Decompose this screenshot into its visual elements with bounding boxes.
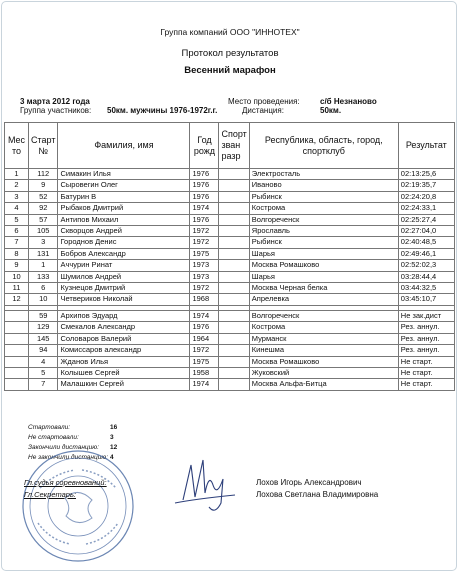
distance-value: 50км. xyxy=(320,106,342,115)
cell-sport-rank xyxy=(219,356,249,367)
table-row xyxy=(5,226,455,237)
cell-athlete-name: Батурин В xyxy=(58,191,190,202)
cell-start-number: 94 xyxy=(29,345,58,356)
judge-signature xyxy=(165,455,250,520)
cell-start-number: 3 xyxy=(29,237,58,248)
table-row xyxy=(5,345,455,356)
cell-place: 10 xyxy=(5,271,29,282)
cell-athlete-name: Рыбаков Дмитрий xyxy=(58,203,190,214)
cell-result: 02:24:20,8 xyxy=(398,191,454,202)
company-name: Группа компаний ООО "ИННОТЕХ" xyxy=(160,27,300,37)
cell-start-number: 105 xyxy=(29,226,58,237)
cell-region-club: Волгореченск xyxy=(249,214,398,225)
table-row xyxy=(5,294,455,305)
cell-athlete-name: Бобров Александр xyxy=(58,248,190,259)
cell-athlete-name: Колышев Сергей xyxy=(58,367,190,378)
cell-region-club: Волгореченск xyxy=(249,310,398,321)
cell-athlete-name: Городнов Денис xyxy=(58,237,190,248)
table-row xyxy=(5,260,455,271)
cell-sport-rank xyxy=(219,191,249,202)
cell-place: 11 xyxy=(5,283,29,294)
col-header-place: Мес то xyxy=(5,123,29,169)
results-body xyxy=(5,169,455,391)
cell-birth-year: 1975 xyxy=(190,248,219,259)
cell-birth-year: 1972 xyxy=(190,283,219,294)
cell-region-club: Ярославль xyxy=(249,226,398,237)
cell-start-number: 145 xyxy=(29,333,58,344)
cell-sport-rank xyxy=(219,248,249,259)
race-name: Весенний марафон xyxy=(184,65,276,76)
document-title: Протокол результатов xyxy=(181,48,279,59)
cell-region-club: Москва Черная белка xyxy=(249,283,398,294)
cell-birth-year: 1976 xyxy=(190,180,219,191)
cell-region-club: Апрелевка xyxy=(249,294,398,305)
cell-start-number: 133 xyxy=(29,271,58,282)
cell-result: 02:49:46,1 xyxy=(398,248,454,259)
chief-secretary-label: Гл.Секретарь: xyxy=(24,490,76,499)
cell-place xyxy=(5,310,29,321)
cell-place: 12 xyxy=(5,294,29,305)
cell-sport-rank xyxy=(219,237,249,248)
table-row xyxy=(5,237,455,248)
cell-birth-year: 1972 xyxy=(190,237,219,248)
cell-start-number: 57 xyxy=(29,214,58,225)
cell-birth-year: 1974 xyxy=(190,203,219,214)
cell-start-number: 59 xyxy=(29,310,58,321)
table-row xyxy=(5,310,455,321)
cell-region-club: Мурманск xyxy=(249,333,398,344)
cell-region-club: Кинешма xyxy=(249,345,398,356)
summary-label: Стартовали: xyxy=(28,424,71,431)
distance-label: Дистанция: xyxy=(242,106,284,115)
cell-athlete-name: Смекалов Александр xyxy=(58,322,190,333)
cell-birth-year: 1972 xyxy=(190,345,219,356)
cell-start-number: 6 xyxy=(29,283,58,294)
group-value: 50км. мужчины 1976-1972г.г. xyxy=(107,106,218,115)
cell-place: 2 xyxy=(5,180,29,191)
cell-birth-year: 1968 xyxy=(190,294,219,305)
cell-region-club: Москва Ромашково xyxy=(249,260,398,271)
cell-place xyxy=(5,345,29,356)
group-label: Группа участников: xyxy=(20,106,92,115)
cell-athlete-name: Жданов Илья xyxy=(58,356,190,367)
cell-result: Рез. аннул. xyxy=(398,345,454,356)
cell-region-club: Иваново xyxy=(249,180,398,191)
table-row xyxy=(5,356,455,367)
cell-start-number: 1 xyxy=(29,260,58,271)
cell-place: 1 xyxy=(5,169,29,180)
cell-birth-year: 1973 xyxy=(190,271,219,282)
chief-judge-name: Лохов Игорь Александрович xyxy=(256,478,362,487)
cell-sport-rank xyxy=(219,169,249,180)
cell-birth-year: 1972 xyxy=(190,226,219,237)
summary-label: Закончили дистанцию: xyxy=(28,444,99,451)
cell-result: 02:13:25,6 xyxy=(398,169,454,180)
cell-result: Не старт. xyxy=(398,379,454,390)
cell-start-number: 10 xyxy=(29,294,58,305)
cell-birth-year: 1958 xyxy=(190,367,219,378)
cell-result: Не зак.дист xyxy=(398,310,454,321)
venue-label: Место проведения: xyxy=(228,97,300,106)
cell-birth-year: 1974 xyxy=(190,310,219,321)
venue-value: с/б Незнаново xyxy=(320,97,377,106)
cell-start-number: 5 xyxy=(29,367,58,378)
cell-start-number: 9 xyxy=(29,180,58,191)
table-row xyxy=(5,367,455,378)
cell-result: 03:44:32,5 xyxy=(398,283,454,294)
cell-region-club: Жуковский xyxy=(249,367,398,378)
cell-sport-rank xyxy=(219,322,249,333)
cell-birth-year: 1976 xyxy=(190,191,219,202)
cell-result: 02:40:48,5 xyxy=(398,237,454,248)
cell-birth-year: 1964 xyxy=(190,333,219,344)
cell-athlete-name: Кузнецов Дмитрий xyxy=(58,283,190,294)
cell-result: 03:45:10,7 xyxy=(398,294,454,305)
results-header-row xyxy=(5,123,455,169)
cell-result: 02:52:02,3 xyxy=(398,260,454,271)
cell-sport-rank xyxy=(219,379,249,390)
cell-athlete-name: Антипов Михаил xyxy=(58,214,190,225)
cell-result: Не старт. xyxy=(398,356,454,367)
cell-result: Не старт. xyxy=(398,367,454,378)
cell-start-number: 112 xyxy=(29,169,58,180)
cell-start-number: 129 xyxy=(29,322,58,333)
cell-sport-rank xyxy=(219,310,249,321)
cell-sport-rank xyxy=(219,180,249,191)
col-header-region-club: Республика, область, город, спортклуб xyxy=(249,123,398,169)
cell-sport-rank xyxy=(219,271,249,282)
cell-sport-rank xyxy=(219,214,249,225)
table-row xyxy=(5,169,455,180)
cell-athlete-name: Сыровегин Олег xyxy=(58,180,190,191)
table-row xyxy=(5,283,455,294)
results-table xyxy=(4,122,455,391)
cell-place: 8 xyxy=(5,248,29,259)
summary-value: 12 xyxy=(110,444,118,451)
cell-place: 9 xyxy=(5,260,29,271)
event-date: 3 марта 2012 года xyxy=(20,97,90,106)
cell-sport-rank xyxy=(219,283,249,294)
col-header-name: Фамилия, имя xyxy=(58,123,190,169)
cell-region-club: Москва Ромашково xyxy=(249,356,398,367)
col-header-result: Результат xyxy=(398,123,454,169)
table-row xyxy=(5,248,455,259)
cell-athlete-name: Аччурин Ринат xyxy=(58,260,190,271)
table-row xyxy=(5,203,455,214)
cell-sport-rank xyxy=(219,333,249,344)
official-stamp xyxy=(20,448,136,564)
cell-region-club: Кострома xyxy=(249,322,398,333)
cell-start-number: 131 xyxy=(29,248,58,259)
cell-sport-rank xyxy=(219,367,249,378)
cell-athlete-name: Комиссаров александр xyxy=(58,345,190,356)
cell-place xyxy=(5,367,29,378)
cell-result: 02:25:27,4 xyxy=(398,214,454,225)
summary-label: Не закончили дистанцию: xyxy=(28,454,109,461)
table-row xyxy=(5,271,455,282)
col-header-start-number: Старт № xyxy=(29,123,58,169)
cell-athlete-name: Скворцов Андрей xyxy=(58,226,190,237)
cell-place: 4 xyxy=(5,203,29,214)
cell-place: 6 xyxy=(5,226,29,237)
cell-place: 3 xyxy=(5,191,29,202)
cell-result: 02:27:04,0 xyxy=(398,226,454,237)
cell-sport-rank xyxy=(219,226,249,237)
cell-result: Рез. аннул. xyxy=(398,333,454,344)
cell-region-club: Москва Альфа-Битца xyxy=(249,379,398,390)
cell-region-club: Шарья xyxy=(249,271,398,282)
cell-athlete-name: Шумилов Андрей xyxy=(58,271,190,282)
cell-place: 7 xyxy=(5,237,29,248)
cell-result: 03:28:44,4 xyxy=(398,271,454,282)
summary-label: Не стартовали: xyxy=(28,434,79,441)
cell-birth-year: 1973 xyxy=(190,260,219,271)
cell-sport-rank xyxy=(219,294,249,305)
cell-place xyxy=(5,356,29,367)
cell-start-number: 7 xyxy=(29,379,58,390)
summary-value: 3 xyxy=(110,434,114,441)
cell-start-number: 4 xyxy=(29,356,58,367)
summary-value: 16 xyxy=(110,424,118,431)
cell-birth-year: 1974 xyxy=(190,379,219,390)
cell-sport-rank xyxy=(219,345,249,356)
cell-birth-year: 1976 xyxy=(190,169,219,180)
cell-place xyxy=(5,333,29,344)
cell-birth-year: 1976 xyxy=(190,214,219,225)
cell-place: 5 xyxy=(5,214,29,225)
cell-start-number: 92 xyxy=(29,203,58,214)
table-row xyxy=(5,379,455,390)
chief-secretary-name: Лохова Светлана Владимировна xyxy=(256,490,379,499)
col-header-sport-rank: Спорт зван разр xyxy=(219,123,249,169)
cell-athlete-name: Соловаров Валерий xyxy=(58,333,190,344)
cell-athlete-name: Архипов Эдуард xyxy=(58,310,190,321)
col-header-birth-year: Год рожд xyxy=(190,123,219,169)
cell-result: 02:19:35,7 xyxy=(398,180,454,191)
cell-region-club: Электросталь xyxy=(249,169,398,180)
cell-sport-rank xyxy=(219,260,249,271)
cell-athlete-name: Малашкин Сергей xyxy=(58,379,190,390)
cell-athlete-name: Четвериков Николай xyxy=(58,294,190,305)
table-row xyxy=(5,191,455,202)
cell-start-number: 52 xyxy=(29,191,58,202)
cell-sport-rank xyxy=(219,203,249,214)
summary-value: 4 xyxy=(110,454,114,461)
cell-place xyxy=(5,379,29,390)
cell-birth-year: 1976 xyxy=(190,322,219,333)
table-row xyxy=(5,322,455,333)
cell-result: Рез. аннул. xyxy=(398,322,454,333)
cell-birth-year: 1975 xyxy=(190,356,219,367)
cell-region-club: Шарья xyxy=(249,248,398,259)
cell-place xyxy=(5,322,29,333)
cell-athlete-name: Симакин Илья xyxy=(58,169,190,180)
table-row xyxy=(5,333,455,344)
chief-judge-label: Гл.судья соревнований: xyxy=(24,478,107,487)
cell-result: 02:24:33,1 xyxy=(398,203,454,214)
cell-region-club: Рыбинск xyxy=(249,191,398,202)
cell-region-club: Рыбинск xyxy=(249,237,398,248)
table-row xyxy=(5,214,455,225)
table-row xyxy=(5,180,455,191)
cell-region-club: Кострома xyxy=(249,203,398,214)
